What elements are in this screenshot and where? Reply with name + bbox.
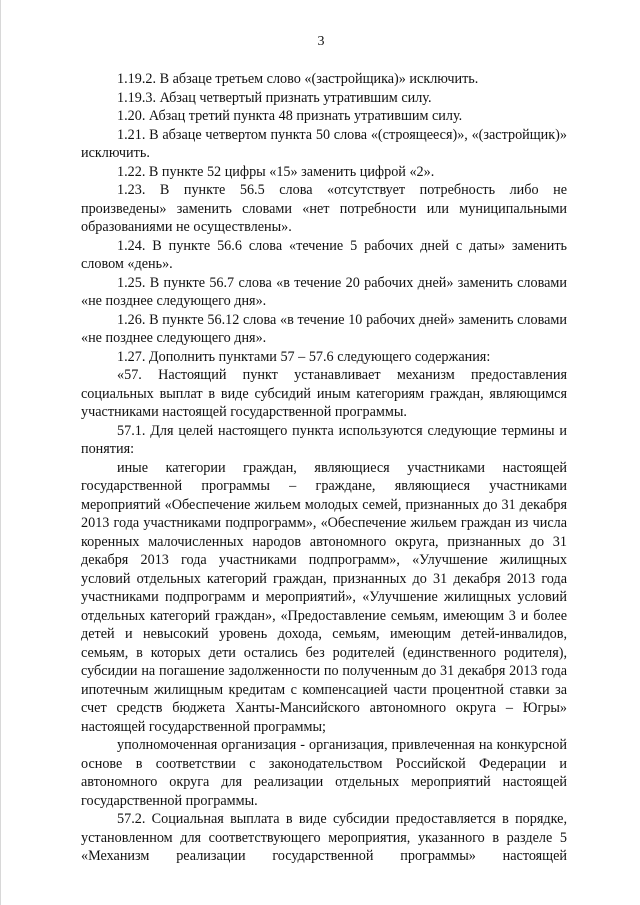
- paragraph-definition-authorized-organization: уполномоченная организация - организация, привлеченная на конкурсной основе в соответствии с законодательством Российской Федерации и автономного округа для реализации отдельных мероприятий настоящей государственной программы.: [81, 737, 567, 809]
- page-number: 3: [317, 34, 325, 49]
- paragraph-1-20: 1.20. Абзац третий пункта 48 признать утратившим силу.: [117, 108, 463, 124]
- paragraph-1-25: 1.25. В пункте 56.7 слова «в течение 20 рабочих дней» заменить словами «не позднее следующего дня».: [81, 274, 567, 309]
- paragraph-1-22: 1.22. В пункте 52 цифры «15» заменить цифрой «2».: [117, 163, 435, 180]
- paragraph-1-24: 1.24. В пункте 56.6 слова «течение 5 рабочих дней с даты» заменить словом «день».: [81, 237, 567, 272]
- paragraph-definition-other-citizens: иные категории граждан, являющиеся участниками настоящей государственной программы – граждане, являющиеся участниками мероприятий «Обеспечение жильем молодых семей, признанных до 31 декабря 2013 года участниками подпрограмм», «Обеспечение жильем граждан из числа коренных малочисленных народов автономного округа, признанных до 31 декабря 2013 года участниками подпрограмм», «Улучшение жилищных условий отдельных категорий граждан, признанных до 31 декабря 2013 года участниками подпрограмм и мероприятий», «Улучшение жилищных условий отдельных категорий граждан», «Предоставление семьям, имеющим 3 и более детей и невысокий уровень дохода, семьям, имеющим детей-инвалидов, семьям, в которых дети остались без родителей (единственного родителя), субсидии на погашение задолженности по полученным до 31 декабря 2013 года ипотечным жилищным кредитам с компенсацией части процентной ставки за счет средств бюджета Ханты-Мансийского автономного округа – Югры» настоящей государственной программы;: [81, 459, 567, 735]
- paragraph-57-2: 57.2. Социальная выплата в виде субсидии предоставляется в порядке, установленном для соответствующего мероприятия, указанного в разделе 5 «Механизм реализации государственной программы» настоящей: [81, 811, 567, 864]
- paragraph-1-23: 1.23. В пункте 56.5 слова «отсутствует потребность либо не произведены» заменить словами «нет потребности или муниципальными образованиями не осуществлены».: [81, 182, 567, 235]
- document-body: [81, 70, 567, 866]
- paragraph-1-19-2: 1.19.2. В абзаце третьем слово «(застройщика)» исключить.: [117, 71, 479, 87]
- paragraph-1-26: 1.26. В пункте 56.12 слова «в течение 10 рабочих дней» заменить словами «не позднее следующего дня».: [81, 311, 567, 346]
- paragraph-57-1: 57.1. Для целей настоящего пункта используются следующие термины и понятия:: [81, 422, 567, 457]
- paragraph-1-21: 1.21. В абзаце четвертом пункта 50 слова «(строящееся)», «(застройщик)» исключить.: [81, 126, 567, 161]
- paragraph-1-27: 1.27. Дополнить пунктами 57 – 57.6 следующего содержания:: [117, 348, 491, 365]
- paragraph-1-19-3: 1.19.3. Абзац четвертый признать утратившим силу.: [117, 89, 432, 106]
- paragraph-57: «57. Настоящий пункт устанавливает механизм предоставления социальных выплат в виде субсидий иным категориям граждан, являющимся участниками настоящей государственной программы.: [81, 367, 567, 420]
